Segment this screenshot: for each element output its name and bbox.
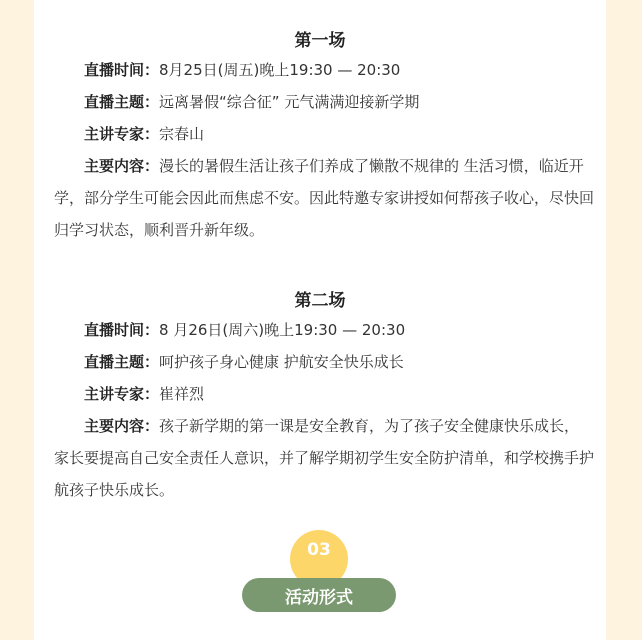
session-2-content-label: 主要内容：: [84, 417, 160, 435]
session-1-speaker-label: 主讲专家：: [84, 125, 160, 143]
session-2-speaker: [54, 378, 594, 410]
section-title-pill: 活动形式: [242, 578, 396, 612]
session-1-title: 第一场: [294, 31, 346, 51]
session-1-time-label: 直播时间：: [84, 61, 160, 79]
session-2-speaker-label: 主讲专家：: [84, 385, 160, 403]
session-1-content-label: 主要内容：: [84, 157, 160, 175]
session-2-time-label: 直播时间：: [84, 321, 160, 339]
session-2-title: 第二场: [294, 291, 346, 311]
session-1-time: [54, 54, 594, 86]
section-number-badge: 03: [290, 530, 348, 588]
session-2-speaker-value: 崔祥烈: [159, 385, 205, 403]
session-2-topic: [54, 346, 594, 378]
session-1-topic-label: 直播主题：: [84, 93, 160, 111]
session-1-content-value: 漫长的暑假生活让孩子们养成了懒散不规律的 生活习惯，临近开学，部分学生可能会因此而焦虑不安。因此特邀专家讲授如何帮孩子收心，尽快回归学习状态，顺利晋升新年级。: [54, 157, 595, 239]
session-2-topic-value: 呵护孩子身心健康 护航安全快乐成长: [159, 353, 404, 371]
session-2-time: [54, 314, 594, 346]
session-1-topic: [54, 86, 594, 118]
session-1-content: [54, 150, 594, 246]
session-1-speaker: [54, 118, 594, 150]
session-2-time-value: 8 月26日(周六)晚上19:30 — 20:30: [159, 321, 406, 339]
session-1-topic-value: 远离暑假“综合征” 元气满满迎接新学期: [159, 93, 420, 111]
content-card: [34, 0, 606, 640]
session-2-content-value: 孩子新学期的第一课是安全教育，为了孩子安全健康快乐成长，家长要提高自己安全责任人意识，并了解学期初学生安全防护清单，和学校携手护航孩子快乐成长。: [54, 417, 595, 499]
session-1-speaker-value: 宗春山: [159, 125, 205, 143]
session-2-topic-label: 直播主题：: [84, 353, 160, 371]
session-2-content: [54, 410, 594, 506]
session-1-time-value: 8月25日(周五)晚上19:30 — 20:30: [159, 61, 401, 79]
